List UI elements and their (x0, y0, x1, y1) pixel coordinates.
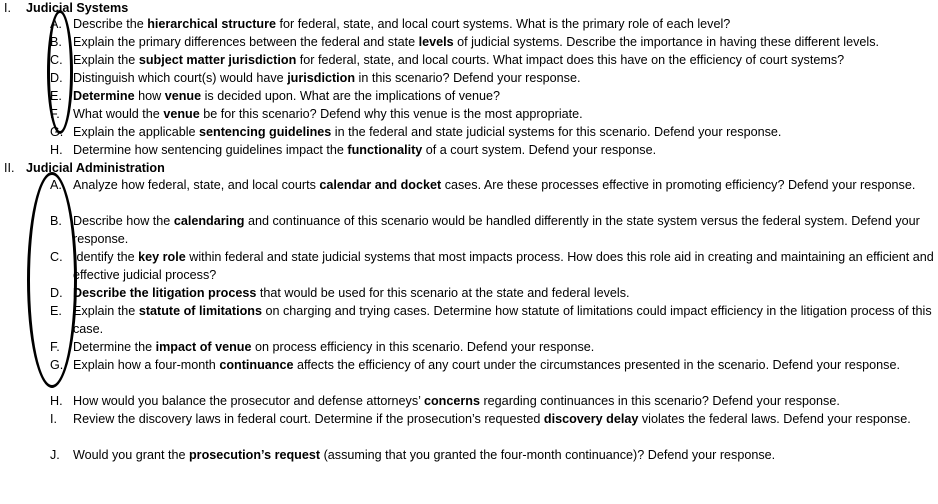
item-letter: A. (50, 178, 62, 192)
body-text: Would you grant the (73, 448, 189, 462)
emphasis-text: Determine (73, 89, 135, 103)
body-text: Determine the (73, 340, 156, 354)
item-letter: H. (50, 394, 63, 408)
item-letter: G. (50, 358, 64, 372)
body-text: Distinguish which court(s) would have (73, 71, 288, 85)
emphasis-text: sentencing guidelines (199, 125, 332, 139)
item-text (73, 447, 935, 465)
item-text (73, 213, 935, 249)
item-letter: B. (50, 214, 62, 228)
body-text: Explain the primary differences between the federal and state (73, 35, 419, 49)
item-text (73, 357, 935, 375)
item-text (73, 393, 935, 411)
emphasis-text: venue (164, 89, 202, 103)
body-text: on charging and trying cases. Determine how statute of limitations could impact efficiency in the litigation process of this case. (73, 304, 932, 336)
section-title: Judicial Systems (26, 1, 129, 15)
item-text (73, 106, 935, 124)
emphasis-text: venue (163, 107, 200, 121)
item-letter: D. (50, 286, 63, 300)
body-text: of a court system. Defend your response. (422, 143, 657, 157)
body-text: Explain the (73, 304, 139, 318)
handdrawn-oval-mark (47, 10, 73, 134)
body-text: how (134, 89, 165, 103)
item-text (73, 285, 935, 303)
body-text: Describe the (73, 17, 148, 31)
emphasis-text: discovery delay (543, 412, 639, 426)
emphasis-text: levels (418, 35, 454, 49)
body-text: (assuming that you granted the four-month continuance)? Defend your response. (320, 448, 776, 462)
item-text (73, 411, 935, 429)
body-text: violates the federal laws. Defend your response. (638, 412, 911, 426)
section-numeral: I. (4, 1, 11, 15)
item-text (73, 177, 935, 195)
body-text: cases. Are these processes effective in promoting efficiency? Defend your response. (441, 178, 916, 192)
body-text: on process efficiency in this scenario. Defend your response. (251, 340, 595, 354)
emphasis-text: statute of limitations (138, 304, 262, 318)
handdrawn-oval-mark (27, 172, 77, 388)
emphasis-text: hierarchical structure (147, 17, 276, 31)
body-text: Explain the applicable (73, 125, 200, 139)
body-text: Determine how sentencing guidelines impact the (73, 143, 348, 157)
item-letter: B. (50, 35, 62, 49)
item-text (73, 339, 935, 357)
item-letter: D. (50, 71, 63, 85)
item-text (73, 142, 935, 160)
item-text (73, 70, 935, 88)
body-text: Analyze how federal, state, and local courts (73, 178, 320, 192)
emphasis-text: calendar and docket (319, 178, 442, 192)
item-letter: I. (50, 412, 57, 426)
emphasis-text: subject matter jurisdiction (138, 53, 297, 67)
body-text: be for this scenario? Defend why this venue is the most appropriate. (199, 107, 583, 121)
body-text: regarding continuances in this scenario? Defend your response. (479, 394, 840, 408)
item-letter: J. (50, 448, 60, 462)
emphasis-text: concerns (423, 394, 480, 408)
item-letter: C. (50, 53, 63, 67)
item-letter: F. (50, 107, 60, 121)
emphasis-text: impact of venue (155, 340, 252, 354)
item-letter: C. (50, 250, 63, 264)
item-text (73, 88, 935, 106)
emphasis-text: functionality (347, 143, 423, 157)
emphasis-text: jurisdiction (287, 71, 356, 85)
section-title: Judicial Administration (26, 161, 165, 175)
emphasis-text: prosecution’s request (188, 448, 321, 462)
body-text: in the federal and state judicial systems for this scenario. Defend your response. (331, 125, 782, 139)
body-text: for federal, state, and local court systems. What is the primary role of each level? (276, 17, 731, 31)
body-text: that would be used for this scenario at the state and federal levels. (256, 286, 630, 300)
section-numeral: II. (4, 161, 15, 175)
item-letter: F. (50, 340, 60, 354)
item-text (73, 249, 935, 285)
emphasis-text: calendaring (173, 214, 245, 228)
body-text: and continuance of this scenario would be handled differently in the state system versus the federal system. Defend your response. (73, 214, 920, 246)
emphasis-text: Describe the litigation process (73, 286, 257, 300)
body-text: in this scenario? Defend your response. (355, 71, 581, 85)
item-letter: E. (50, 89, 62, 103)
item-letter: H. (50, 143, 63, 157)
item-text (73, 124, 935, 142)
body-text: Review the discovery laws in federal court. Determine if the prosecution’s requested (73, 412, 544, 426)
body-text: Explain how a four-month (73, 358, 220, 372)
body-text: Explain the (73, 53, 139, 67)
item-text (73, 52, 935, 70)
body-text: How would you balance the prosecutor and defense attorneys’ (73, 394, 424, 408)
body-text: for federal, state, and local courts. What impact does this have on the efficiency of court systems? (296, 53, 845, 67)
item-letter: E. (50, 304, 62, 318)
emphasis-text: continuance (219, 358, 294, 372)
body-text: Identify the (73, 250, 139, 264)
body-text: affects the efficiency of any court under the circumstances presented in the scenario. Defend your response. (293, 358, 900, 372)
emphasis-text: key role (138, 250, 186, 264)
body-text: of judicial systems. Describe the importance in having these different levels. (453, 35, 879, 49)
item-text (73, 34, 935, 52)
item-text (73, 16, 935, 34)
item-text (73, 303, 935, 339)
body-text: within federal and state judicial systems that most impacts process. How does this role aid in creating and maintaining an efficient and effective judicial process? (73, 250, 934, 282)
item-letter: G. (50, 125, 64, 139)
body-text: is decided upon. What are the implications of venue? (201, 89, 501, 103)
item-letter: A. (50, 17, 62, 31)
body-text: Describe how the (73, 214, 174, 228)
body-text: What would the (73, 107, 164, 121)
